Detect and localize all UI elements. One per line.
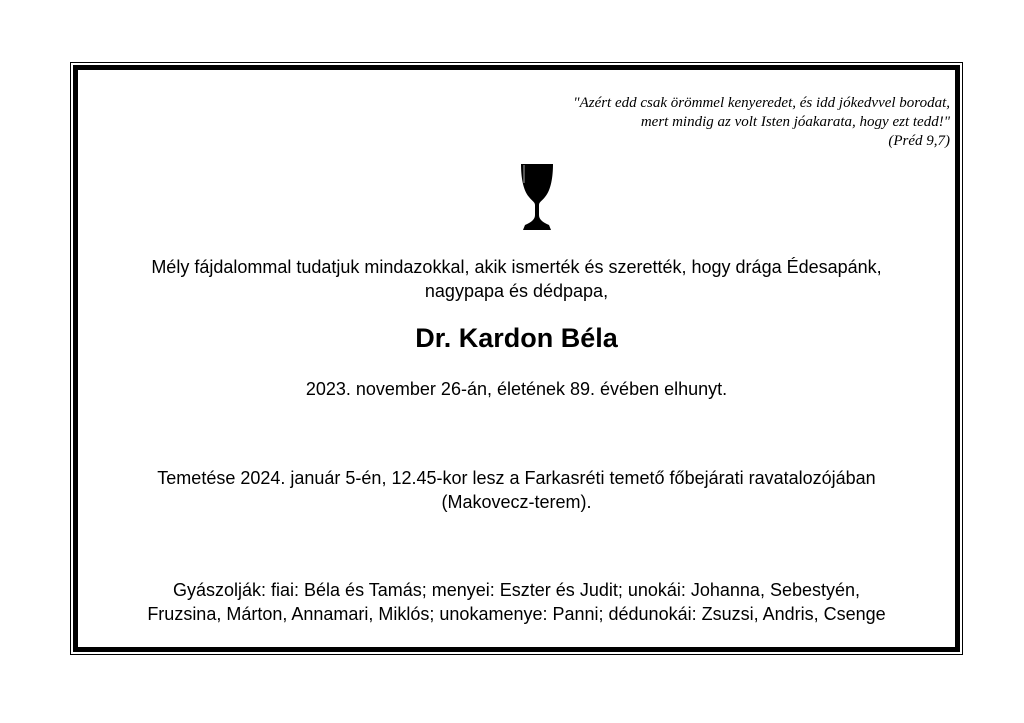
funeral-line-1: Temetése 2024. január 5-én, 12.45-kor lesz a Farkasréti temető főbejárati ravatalozójában [157,468,876,488]
bible-quote [350,94,950,151]
chalice-icon [518,163,556,231]
death-notice: 2023. november 26-án, életének 89. évében elhunyt. [305,379,728,399]
announcement [80,255,953,303]
mourners-line-1: Gyászolják: fiai: Béla és Tamás; menyei: Eszter és Judit; unokái: Johanna, Sebestyén, [172,580,861,600]
announcement-line-1: Mély fájdalommal tudatjuk mindazokkal, akik ismerték és szerették, hogy drága Édesapánk, [151,257,882,277]
deceased-name: Dr. Kardon Béla [415,323,618,353]
quote-line-1: "Azért edd csak örömmel kenyeredet, és idd jókedvvel borodat, [573,95,950,111]
funeral-line-2: (Makovecz-terem). [441,492,592,512]
quote-line-2: mert mindig az volt Isten jóakarata, hogy ezt tedd!" [640,114,950,130]
funeral-info [80,466,953,514]
quote-reference: (Préd 9,7) [888,133,950,149]
inner-border [73,65,960,652]
mourners-line-2: Fruzsina, Márton, Annamari, Miklós; unokamenye: Panni; dédunokái: Zsuzsi, Andris, Csenge [147,604,886,624]
announcement-line-2: nagypapa és dédpapa, [424,281,609,301]
mourners-list [80,578,953,626]
